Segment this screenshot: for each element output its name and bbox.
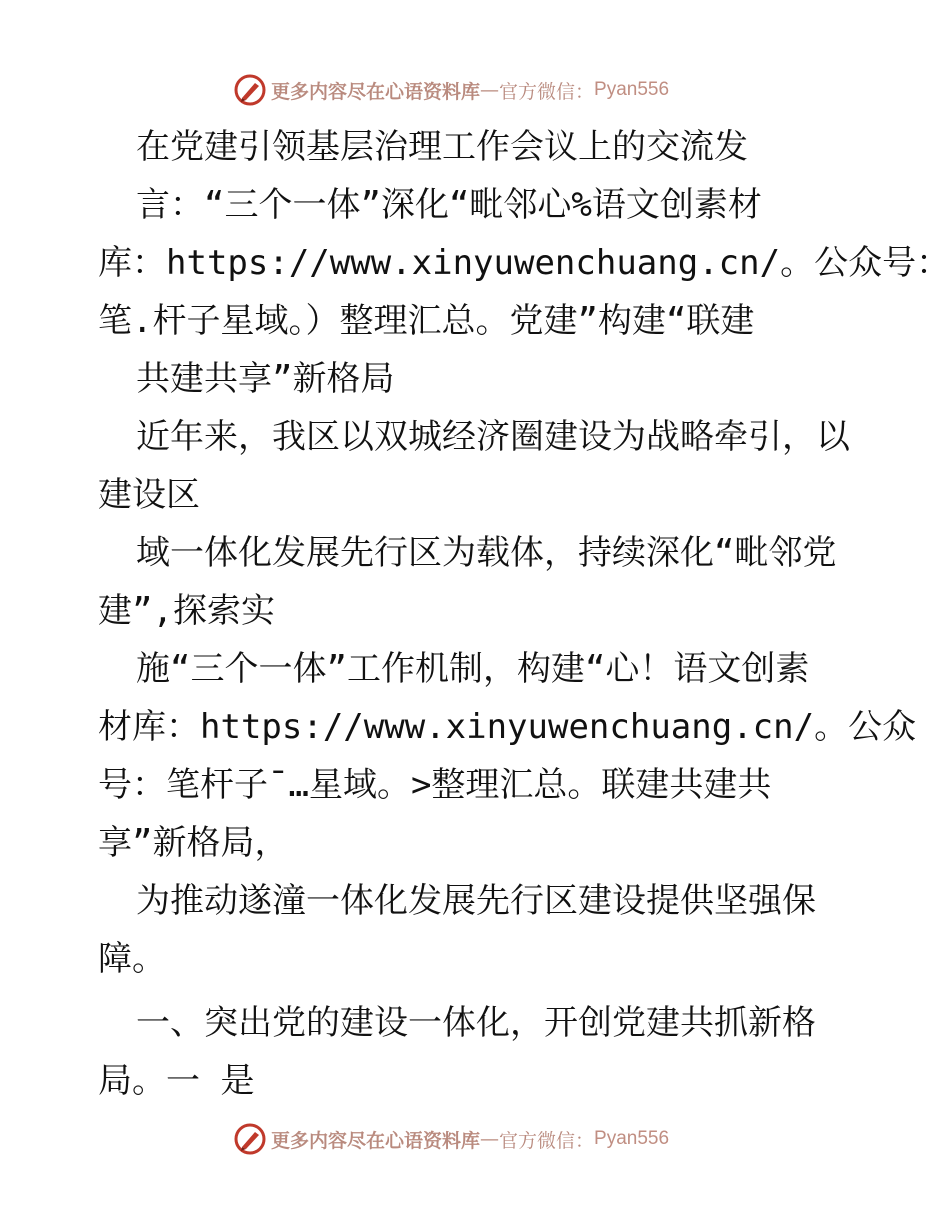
- text-line: 库：https://www.xinyuwenchuang.cn/。公众号：: [98, 243, 950, 283]
- footer-banner: [233, 1121, 669, 1157]
- text-line: 建”,探索实: [98, 591, 275, 631]
- text-line: 材库：https://www.xinyuwenchuang.cn/。公众: [98, 707, 917, 747]
- header-banner: [233, 72, 669, 108]
- banner-dash: —: [480, 1128, 500, 1150]
- banner-prefix: 更多内容尽在心语资料库: [271, 1129, 481, 1152]
- text-line: 域一体化发展先行区为载体，持续深化“毗邻党: [136, 533, 837, 573]
- pen-logo-icon: [233, 1122, 267, 1156]
- text-line: 障。: [98, 939, 166, 979]
- text-line: 享”新格局，: [98, 823, 289, 863]
- banner-wechat-label: 官方微信：: [499, 1129, 595, 1152]
- text-line: 号：笔杆子¯…星域。>整理汇总。联建共建共: [98, 765, 772, 805]
- pen-logo-icon: [233, 73, 267, 107]
- text-line: 共建共享”新格局: [136, 359, 395, 399]
- text-line: 笔.杆子星域。）整理汇总。党建”构建“联建: [98, 301, 755, 341]
- banner-prefix: 更多内容尽在心语资料库: [271, 80, 481, 103]
- text-line: 局。一 是: [98, 1061, 255, 1101]
- text-line: 言：“三个一体”深化“毗邻心%语文创素材: [136, 185, 762, 225]
- text-line: 为推动遂潼一体化发展先行区建设提供坚强保: [136, 881, 816, 921]
- text-line: 施“三个一体”工作机制，构建“心！语文创素: [136, 649, 810, 689]
- text-line: 建设区: [98, 475, 200, 515]
- text-line: 近年来，我区以双城经济圈建设为战略牵引，以: [136, 417, 850, 457]
- banner-wechat-id: Pyan556: [594, 1128, 670, 1149]
- banner-wechat-label: 官方微信：: [499, 80, 595, 103]
- banner-wechat-id: Pyan556: [594, 79, 670, 100]
- text-line: 一、突出党的建设一体化，开创党建共抓新格: [136, 1003, 816, 1043]
- banner-dash: —: [480, 79, 500, 101]
- text-line: 在党建引领基层治理工作会议上的交流发: [136, 127, 748, 167]
